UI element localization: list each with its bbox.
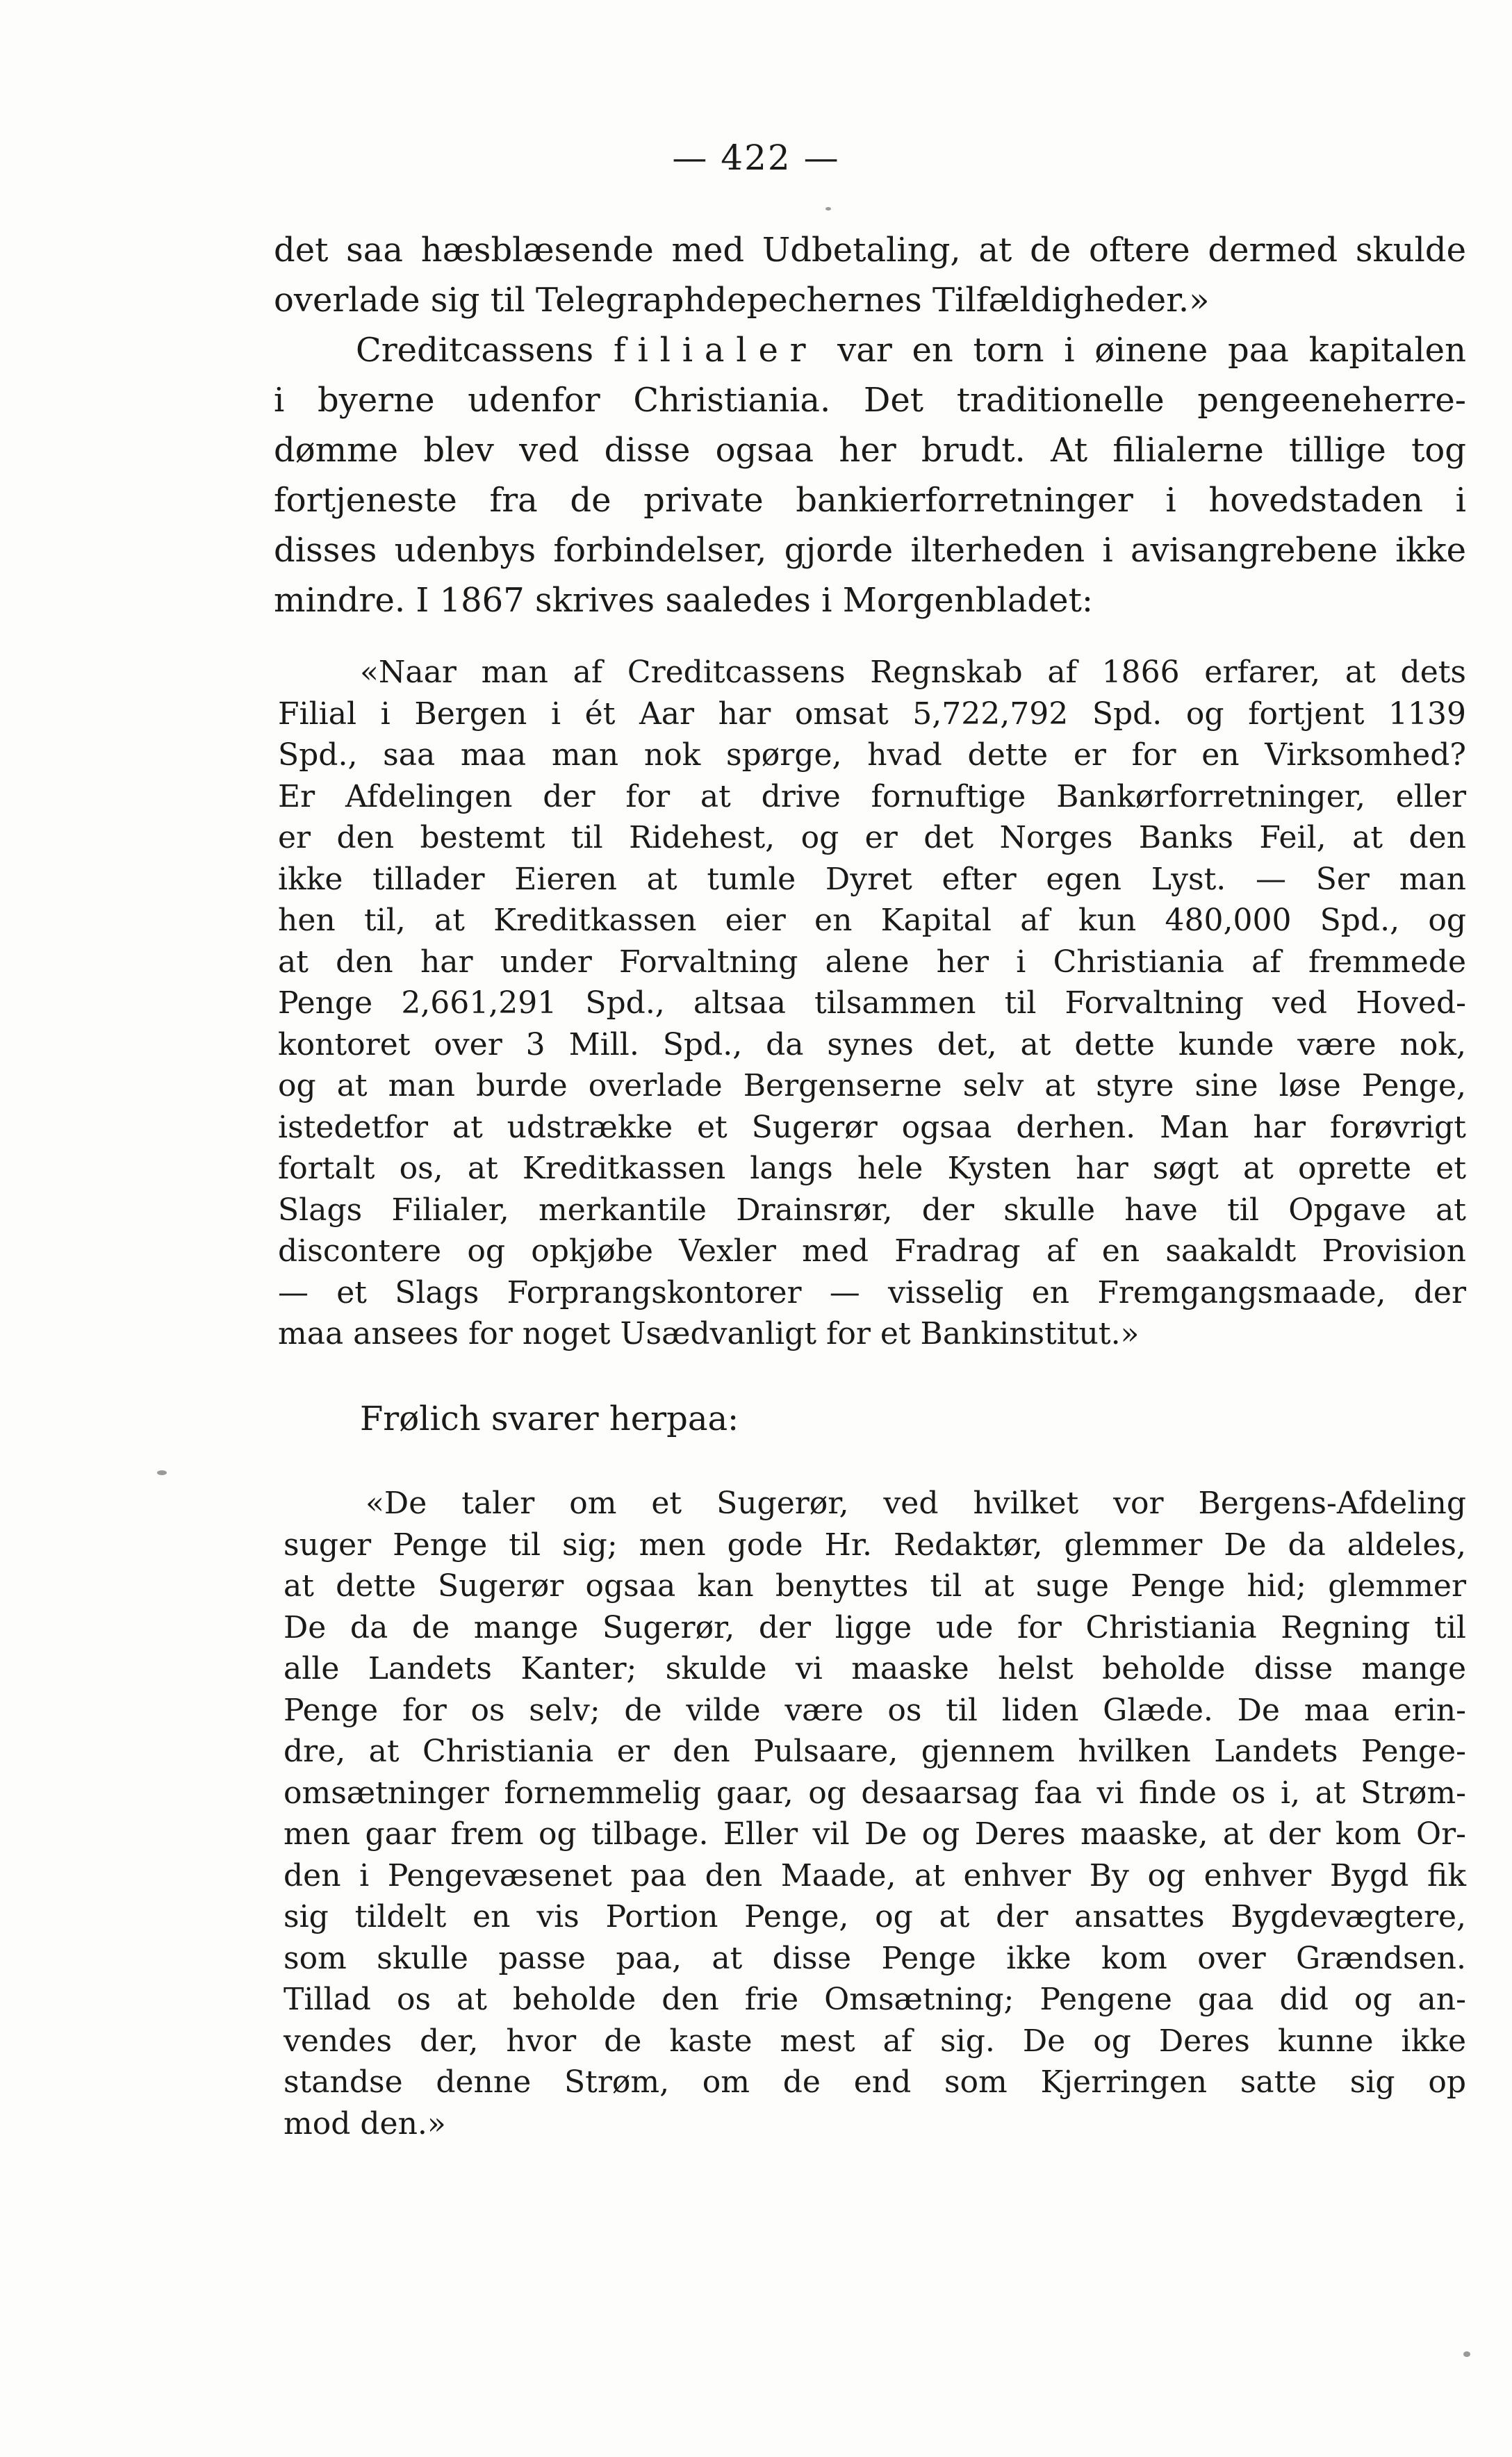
quote-line: sig tildelt en vis Portion Penge, og at der ansattes Bygdevægtere, <box>284 1899 1466 1934</box>
quote-line: Tillad os at beholde den frie Omsætning; Pengene gaa did og an- <box>284 1982 1466 2017</box>
text-fragment: var en torn i øinene paa kapitalen <box>817 331 1466 370</box>
quote-line: «Naar man af Creditcassens Regnskab af 1866 erfarer, at dets <box>360 655 1466 690</box>
quote-line: at dette Sugerør ogsaa kan benyttes til at suge Penge hid; glemmer <box>284 1568 1466 1604</box>
quote-line: som skulle passe paa, at disse Penge ikke kom over Grændsen. <box>284 1940 1466 1976</box>
text-line <box>274 325 1466 375</box>
quote-line: Spd., saa maa man nok spørge, hvad dette er for en Virksomhed? <box>278 737 1466 773</box>
quote-line: kontoret over 3 Mill. Spd., da synes det, at dette kunde være nok, <box>278 1026 1466 1062</box>
quote-line: den i Pengevæsenet paa den Maade, at enhver By og enhver Bygd fik <box>284 1857 1466 1893</box>
quote-line: standse denne Strøm, om de end som Kjerringen satte sig op <box>284 2064 1466 2100</box>
quote-line: mod den.» <box>284 2105 446 2142</box>
quote-line: er den bestemt til Ridehest, og er det Norges Banks Feil, at den <box>278 820 1466 855</box>
quote-line: istedetfor at udstrække et Sugerør ogsaa derhen. Man har forøvrigt <box>278 1109 1466 1145</box>
text-line: overlade sig til Telegraphdepechernes Tilfældigheder.» <box>274 281 1210 320</box>
quote-line: maa ansees for noget Usædvanligt for et Bankinstitut.» <box>278 1316 1140 1351</box>
quote-line: Penge 2,661,291 Spd., altsaa tilsammen til Forvaltning ved Hoved- <box>278 985 1466 1021</box>
quote-line: alle Landets Kanter; skulde vi maaske helst beholde disse mange <box>284 1651 1466 1686</box>
page-number: — 422 — <box>672 138 840 178</box>
quote-line: fortalt os, at Kreditkassen langs hele Kysten har søgt at oprette et <box>278 1151 1466 1186</box>
quote-frolich <box>284 1483 1466 2144</box>
quote-line: discontere og opkjøbe Vexler med Fradrag af en saakaldt Provision <box>278 1233 1466 1269</box>
scan-speck <box>157 1470 167 1475</box>
quote-morgenbladet <box>278 652 1466 1355</box>
quote-line: suger Penge til sig; men gode Hr. Redaktør, glemmer De da aldeles, <box>284 1527 1466 1563</box>
intro-text <box>274 225 1466 625</box>
text-line: i byerne udenfor Christiania. Det traditionelle pengeeneherre- <box>274 381 1466 420</box>
quote-line: hen til, at Kreditkassen eier en Kapital af kun 480,000 Spd., og <box>278 903 1466 938</box>
scan-speck <box>1463 2351 1470 2357</box>
quote-line: at den har under Forvaltning alene her i Christiania af fremmede <box>278 944 1466 980</box>
quote-line: men gaar frem og tilbage. Eller vil De og Deres maaske, at der kom Or- <box>284 1816 1466 1852</box>
quote-line: Er Afdelingen der for at drive fornuftige Bankørforretninger, eller <box>278 778 1466 814</box>
quote-line: «De taler om et Sugerør, ved hvilket vor Bergens-Afdeling <box>365 1486 1466 1521</box>
speaker-line: Frølich svarer herpaa: <box>360 1399 739 1438</box>
quote-line: De da de mange Sugerør, der ligge ude for Christiania Regning til <box>284 1609 1466 1645</box>
quote-line: dre, at Christiania er den Pulsaare, gjennem hvilken Landets Penge- <box>284 1734 1466 1769</box>
quote-line: omsætninger fornemmelig gaar, og desaarsag faa vi finde os i, at Strøm- <box>284 1775 1466 1811</box>
text-fragment: Creditcassens <box>356 331 614 370</box>
quote-line: og at man burde overlade Bergenserne selv at styre sine løse Penge, <box>278 1068 1466 1103</box>
quote-line: ikke tillader Eieren at tumle Dyret efter egen Lyst. — Ser man <box>278 861 1466 897</box>
text-line: mindre. I 1867 skrives saaledes i Morgenbladet: <box>274 581 1094 620</box>
quote-line: vendes der, hvor de kaste mest af sig. De og Deres kunne ikke <box>284 2023 1466 2059</box>
text-line: disses udenbys forbindelser, gjorde ilterheden i avisangrebene ikke <box>274 531 1466 570</box>
text-line: fortjeneste fra de private bankierforretninger i hovedstaden i <box>274 481 1466 520</box>
text-line: dømme blev ved disse ogsaa her brudt. At filialerne tillige tog <box>274 431 1466 470</box>
quote-line: Penge for os selv; de vilde være os til liden Glæde. De maa erin- <box>284 1692 1466 1728</box>
emphasized-word: filialer <box>613 331 818 370</box>
text-line: det saa hæsblæsende med Udbetaling, at de oftere dermed skulde <box>274 231 1466 270</box>
quote-line: Slags Filialer, merkantile Drainsrør, der skulle have til Opgave at <box>278 1192 1466 1228</box>
quote-line: Filial i Bergen i ét Aar har omsat 5,722,792 Spd. og fortjent 1139 <box>278 696 1466 732</box>
quote-line: — et Slags Forprangskontorer — visselig en Fremgangsmaade, der <box>278 1274 1466 1310</box>
scan-speck <box>825 207 831 211</box>
